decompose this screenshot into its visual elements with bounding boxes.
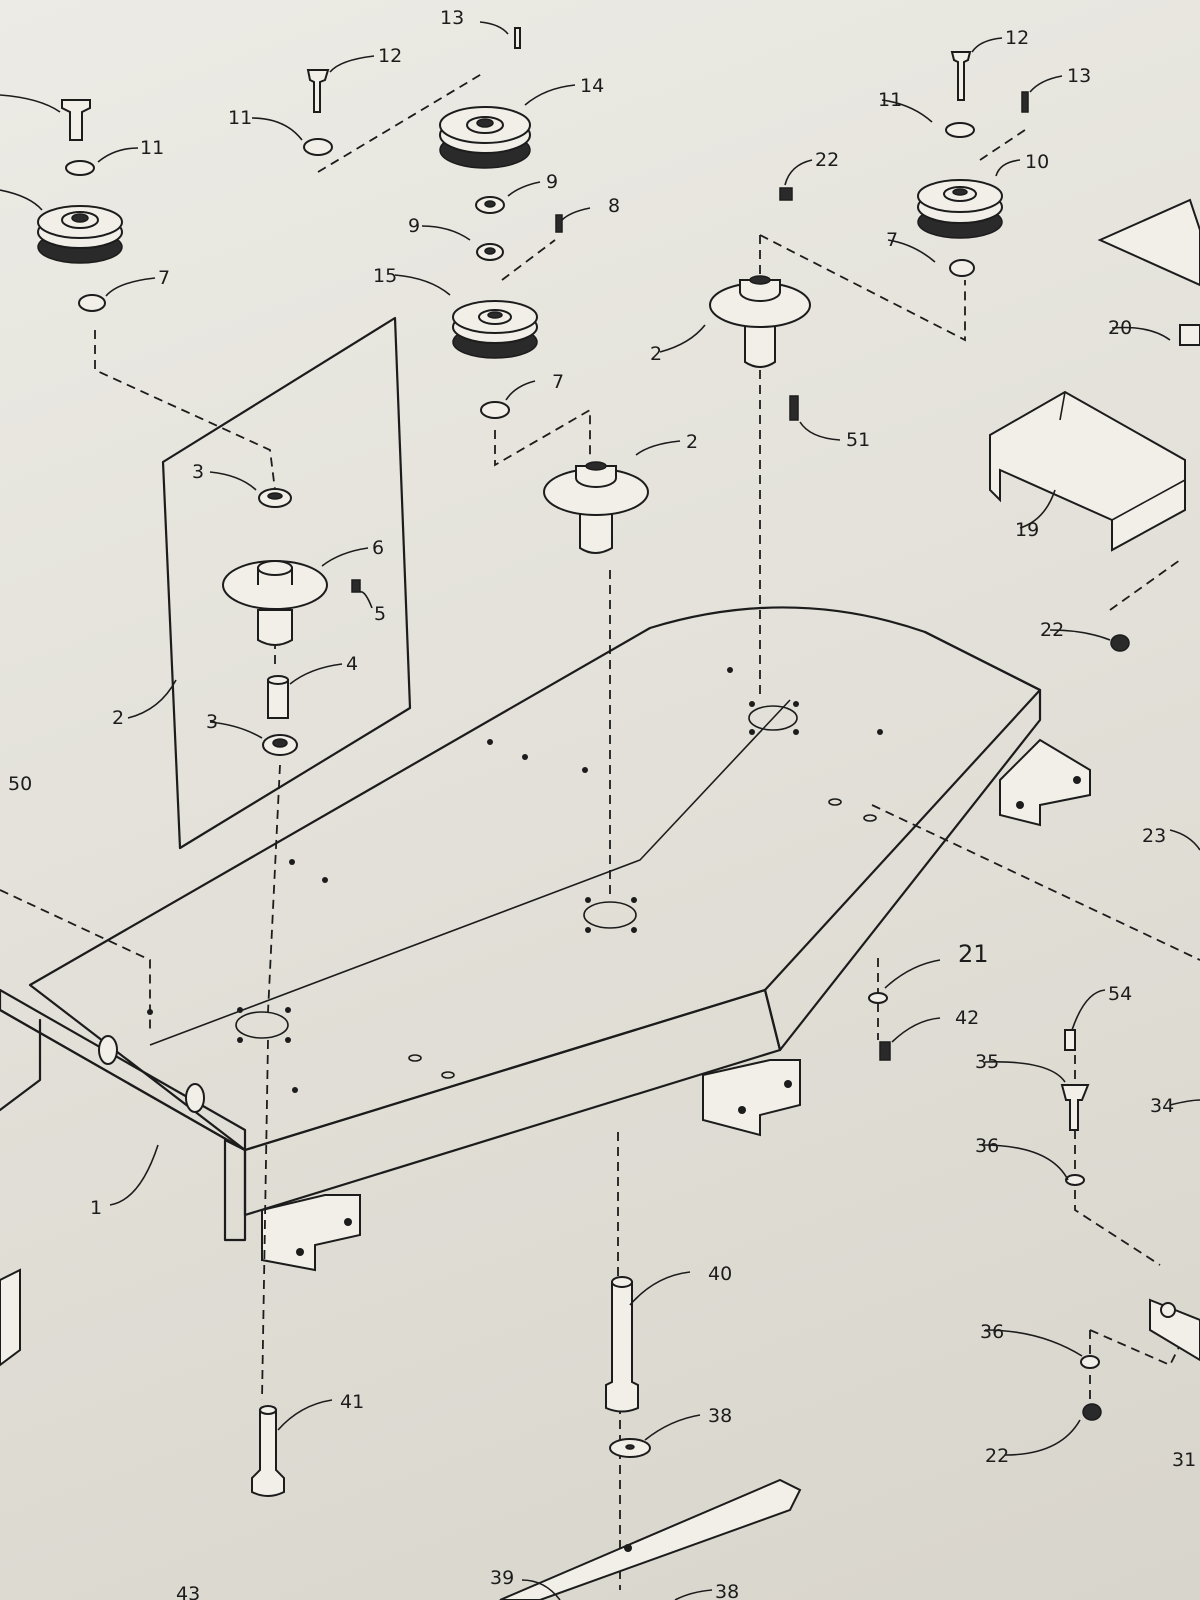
callout-7a: 7 [158,267,171,289]
front-bar [0,990,245,1150]
callout-14: 14 [580,75,605,97]
callout-3b: 3 [206,711,219,733]
callout-3a: 3 [192,461,205,483]
callout-36b: 36 [980,1321,1005,1343]
callout-9a: 9 [546,171,559,193]
callout-15: 15 [373,265,398,287]
callout-34: 34 [1150,1095,1175,1117]
callout-4: 4 [346,653,359,675]
callout-22c: 22 [985,1445,1010,1467]
callout-8: 8 [608,195,621,217]
callout-2d: 2 [112,707,125,729]
callout-11b: 11 [140,137,165,159]
callout-43: 43 [176,1583,201,1600]
callout-13a: 13 [440,7,465,29]
belt-guard [990,200,1200,651]
callout-20: 20 [1108,317,1133,339]
callout-11a: 11 [228,107,253,129]
callout-13b: 13 [1067,65,1092,87]
deck-brackets [262,740,1090,1270]
callout-23: 23 [1142,825,1167,847]
callout-38a: 38 [708,1405,733,1427]
callout-40: 40 [708,1263,733,1285]
spindle-housing-inset [223,489,360,755]
callout-51: 51 [846,429,871,451]
pulley-center [304,28,565,418]
spindle-housing-right [710,276,810,420]
callout-12b: 12 [1005,27,1030,49]
callout-7b: 7 [552,371,565,393]
callout-35: 35 [975,1051,1000,1073]
callout-54: 54 [1108,983,1133,1005]
callout-39: 39 [490,1567,515,1589]
callout-19: 19 [1015,519,1040,541]
callout-6: 6 [372,537,385,559]
callout-5: 5 [374,603,387,625]
mower-deck [30,607,1040,1240]
callout-41: 41 [340,1391,365,1413]
callout-1: 1 [90,1197,103,1219]
callout-12a: 12 [378,45,403,67]
callout-22a: 22 [815,149,840,171]
deck-spindle-holes [147,667,883,1093]
callout-38b: 38 [715,1581,740,1600]
callout-9b: 9 [408,215,421,237]
pulley-left [38,100,122,311]
callout-42: 42 [955,1007,980,1029]
callout-31: 31 [1172,1449,1197,1471]
callout-7c: 7 [886,229,899,251]
callout-36a: 36 [975,1135,1000,1157]
callout-50: 50 [8,773,33,795]
callout-2b: 2 [650,343,663,365]
spindle-shafts [0,1270,800,1600]
callout-10: 10 [1025,151,1050,173]
callout-21: 21 [958,940,989,968]
callout-2a: 2 [686,431,699,453]
callout-11c: 11 [878,89,903,111]
callout-22b: 22 [1040,619,1065,641]
spindle-housing-center [544,462,648,553]
